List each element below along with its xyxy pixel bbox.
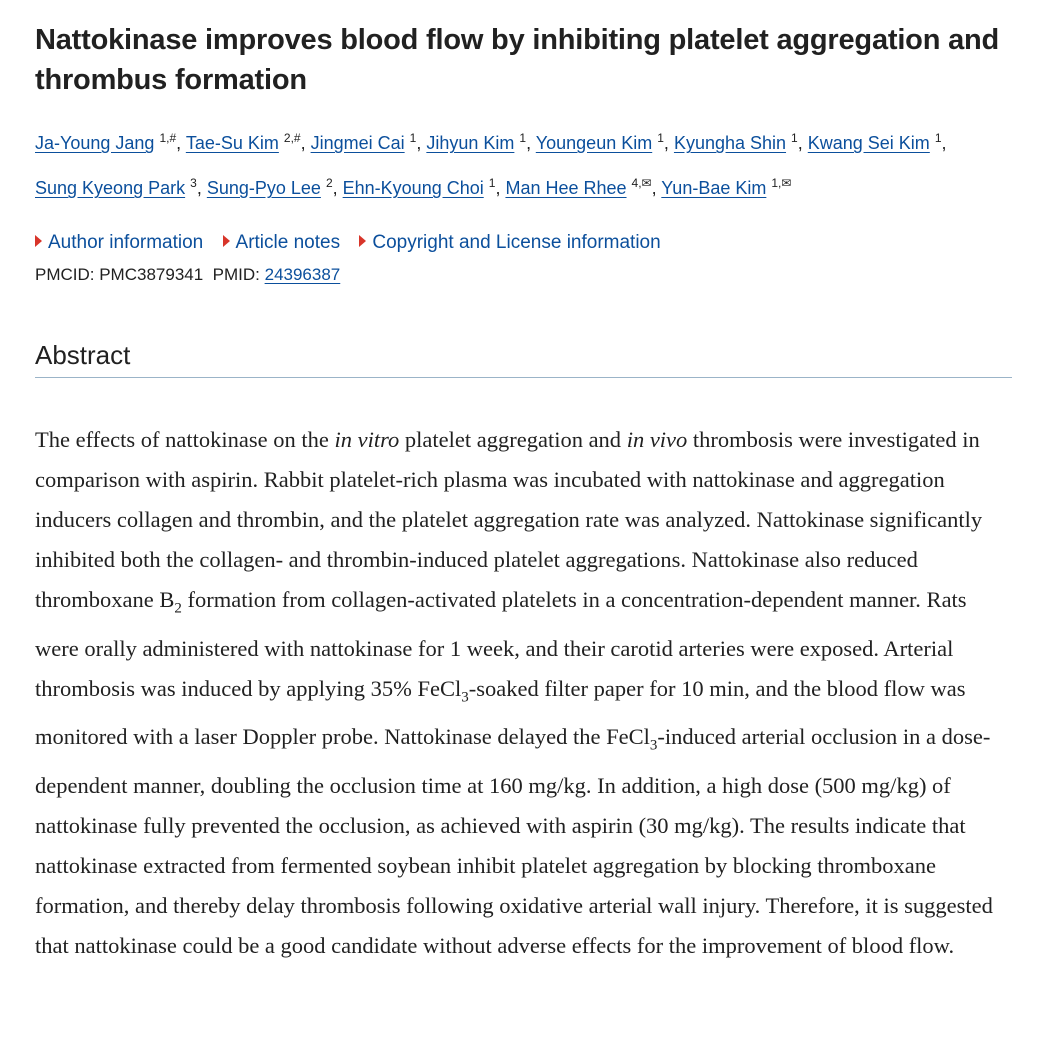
author-link[interactable]: Jihyun Kim [426, 133, 515, 153]
author-affiliation: 4,✉ [631, 176, 652, 190]
author-link[interactable]: Tae-Su Kim [185, 133, 279, 153]
author-affiliation: 1 [791, 131, 798, 145]
author-link[interactable]: Jingmei Cai [310, 133, 405, 153]
triangle-right-icon [223, 235, 230, 247]
abstract-italic: in vivo [626, 427, 688, 452]
author-affiliation: 1 [657, 131, 664, 145]
abstract-segment: platelet aggregation and [399, 427, 627, 452]
pmcid: PMCID: PMC3879341 [35, 265, 204, 284]
abstract-italic: in vitro [334, 427, 400, 452]
copyright-license-toggle[interactable] [359, 232, 660, 253]
author-link[interactable]: Man Hee Rhee [505, 178, 627, 198]
article-notes-toggle[interactable] [223, 232, 341, 253]
article-notes-label: Article notes [235, 232, 341, 253]
author-link[interactable]: Youngeun Kim [535, 133, 653, 153]
abstract-subscript: 3 [649, 737, 658, 754]
author-affiliation: 3 [190, 176, 197, 190]
abstract-subscript: 3 [461, 689, 469, 705]
author-affiliation: 1 [934, 131, 942, 145]
author-link[interactable]: Kyungha Shin [673, 133, 787, 153]
author-link[interactable]: Sung-Pyo Lee [206, 178, 321, 198]
author-affiliation: 1 [409, 131, 417, 145]
abstract-text [35, 420, 1012, 966]
triangle-right-icon [35, 235, 42, 247]
author-link[interactable]: Sung Kyeong Park [35, 178, 186, 198]
author-link[interactable]: Kwang Sei Kim [807, 133, 930, 153]
abstract-segment: -soaked filter paper for 10 min, and the blood flow was monitored with a laser Doppler probe. Nattokinase delayed the FeCl [35, 675, 966, 749]
abstract-segment: -induced arterial occlusion in a dose-dependent manner, doubling the occlusion time at 160 mg/kg. In addition, a high dose (500 mg/kg) of nattokinase fully prevented the occlusion, as achieved with aspirin (30 mg/kg). The results indicate that nattokinase extracted from fermented soybean inhibit platelet aggregation by blocking thromboxane formation, and thereby delay thrombosis following oxidative arterial wall injury. Therefore, it is suggested that nattokinase could be a good candidate without adverse effects for the improvement of blood flow. [35, 724, 993, 958]
abstract-heading: Abstract [35, 340, 1012, 378]
abstract-segment: formation from collagen-activated platelets in a concentration-dependent manner. Rats were orally administered with nattokinase for 1 week, and their carotid arteries were exposed. Arterial thrombosis was induced by applying 35% FeCl [35, 587, 967, 701]
author-affiliation: 1 [488, 176, 496, 190]
author-information-toggle[interactable] [35, 232, 203, 253]
author-affiliation: 2,# [283, 131, 301, 145]
copyright-license-label: Copyright and License information [372, 232, 661, 253]
pmid-link[interactable]: 24396387 [264, 265, 341, 284]
author-affiliation: 1,✉ [771, 176, 792, 190]
author-link[interactable]: Ehn-Kyoung Choi [342, 178, 484, 198]
author-affiliation: 1,# [159, 131, 177, 145]
abstract-segment: thrombosis were investigated in comparison with aspirin. Rabbit platelet-rich plasma was incubated with nattokinase and aggregation inducers collagen and thrombin, and the platelet aggregation rate was analyzed. Nattokinase significantly inhibited both the collagen- and thrombin-induced platelet aggregations. Nattokinase also reduced thromboxane B [35, 427, 983, 612]
triangle-right-icon [359, 235, 366, 247]
author-affiliation: 2 [325, 176, 333, 190]
article-notes-links [35, 228, 1012, 258]
article-title: Nattokinase improves blood flow by inhibiting platelet aggregation and thrombus formation [35, 24, 1000, 96]
abstract-subscript: 2 [174, 600, 182, 617]
author-affiliation: 1 [519, 131, 527, 145]
pmid-label: PMID: [212, 265, 260, 284]
author-link[interactable]: Ja-Young Jang [35, 133, 155, 153]
article-ids [35, 260, 1012, 290]
author-link[interactable]: Yun-Bae Kim [661, 178, 767, 198]
author-list: Ja-Young Jang $^{1,\#}$, Tae-Su Kim $^{2,\#}$, Jingmei Cai $^1$, Jihyun Kim $^1$, Youngeun Kim $^1$, Kyungha Shin $^1$, Kwang Sei Kim $^1$, Sung Kyeong Park $^3$, Sung-Pyo Lee $^2$, Ehn-Kyoung Choi $^1$, Man Hee Rhee $^{4,✉}$, Yun-Bae Kim $^{1,✉}$ [35, 131, 947, 198]
abstract-segment: The effects of nattokinase on the [35, 427, 335, 452]
author-information-label: Author information [48, 232, 204, 253]
